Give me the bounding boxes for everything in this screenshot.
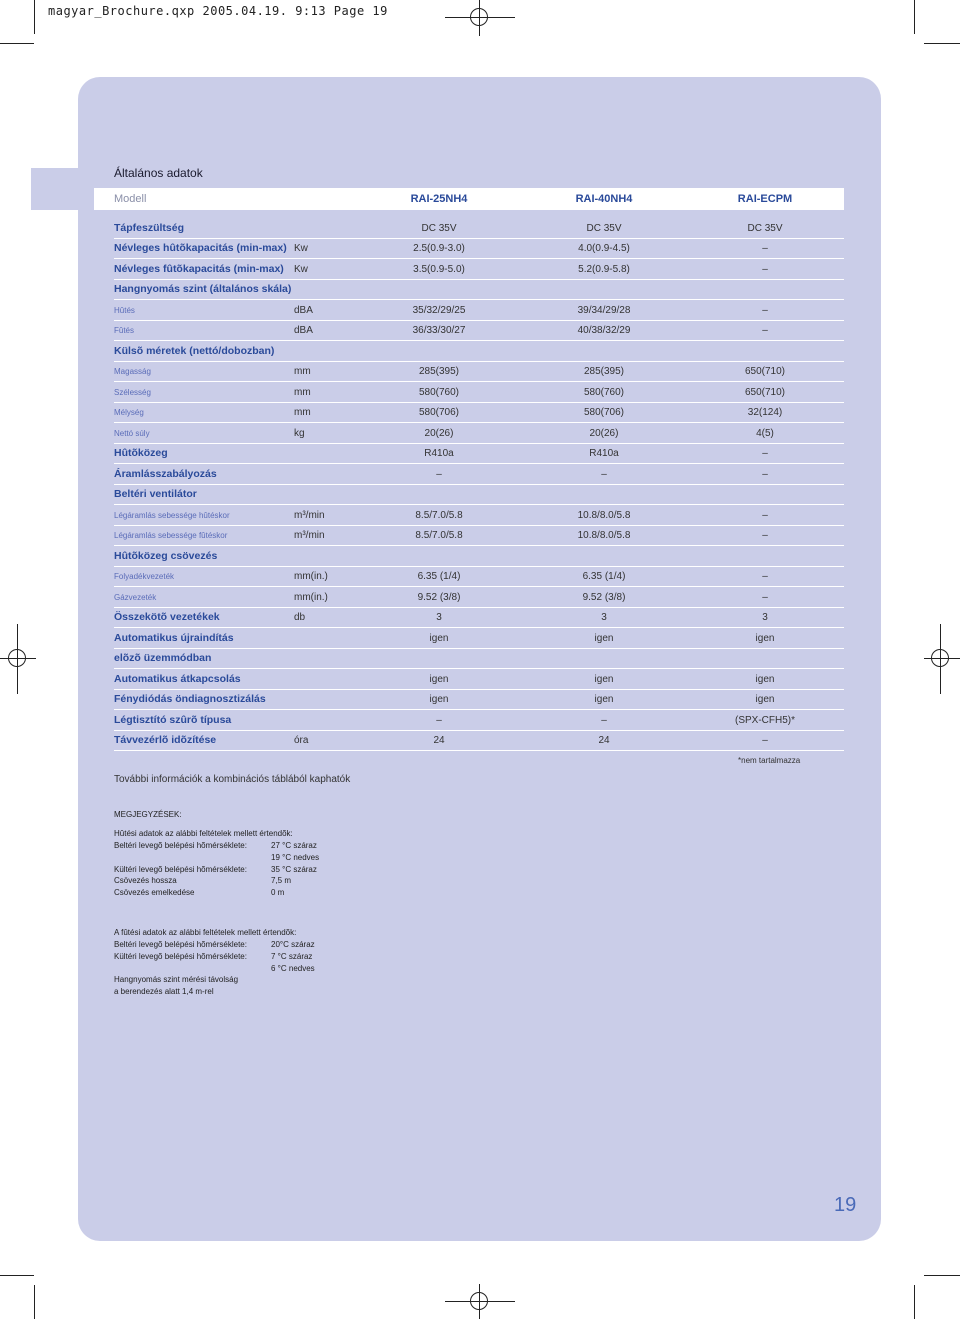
row-label: Névleges fûtõkapacitás (min-max) — [114, 262, 284, 275]
row-label: Távvezérlõ idõzítése — [114, 734, 217, 746]
row-label: Mélység — [114, 408, 144, 418]
table-row — [94, 526, 844, 546]
section-title: Általános adatok — [114, 166, 203, 180]
cell-value: 4.0(0.9-4.5) — [578, 243, 630, 255]
cell-value: – — [762, 448, 768, 460]
table-row — [94, 711, 844, 731]
cell-value: 3 — [762, 612, 768, 624]
table-row — [94, 670, 844, 690]
table-row — [94, 731, 844, 751]
model-label: Modell — [114, 193, 147, 205]
row-label: Magasság — [114, 367, 151, 377]
cell-value: 10.8/8.0/5.8 — [577, 530, 631, 542]
cell-value: DC 35V — [421, 223, 457, 234]
row-label: Hûtõközeg — [114, 447, 168, 460]
cell-value: 20(26) — [589, 427, 619, 439]
cell-value: – — [762, 468, 768, 480]
condition-label: Csövezés emelkedése — [114, 888, 195, 898]
table-row — [94, 301, 844, 321]
cell-value: 2.5(0.9-3.0) — [413, 243, 465, 255]
noise-distance-text: a berendezés alatt 1,4 m-rel — [114, 987, 214, 996]
row-label: Fénydiódás öndiagnosztizálás — [114, 693, 266, 706]
cell-value: igen — [594, 673, 614, 685]
table-row — [94, 465, 844, 485]
row-label: elõzõ üzemmódban — [114, 652, 212, 665]
condition-value: 6 °C nedves — [271, 963, 315, 973]
row-unit: mm — [294, 366, 311, 378]
condition-row — [114, 864, 317, 876]
cell-value: 580(760) — [583, 386, 625, 398]
table-row — [94, 506, 844, 526]
row-label: Gázvezeték — [114, 592, 157, 602]
cell-value: – — [762, 571, 768, 583]
table-row — [94, 424, 844, 444]
table-row — [94, 342, 844, 362]
table-row — [94, 383, 844, 403]
row-label: Automatikus átkapcsolás — [114, 672, 241, 685]
condition-label: Beltéri levegõ belépési hõmérséklete: — [114, 940, 247, 949]
cell-value: – — [436, 468, 442, 480]
cell-value: 8.5/7.0/5.8 — [415, 509, 463, 521]
cell-value: – — [762, 530, 768, 542]
row-label: Tápfeszültség — [114, 222, 185, 234]
table-row — [94, 362, 844, 382]
cooling-conditions-title: Hûtési adatok az alábbi feltételek mellett értendõk: — [114, 829, 293, 838]
cell-value: 3 — [436, 612, 442, 624]
table-row — [94, 547, 844, 567]
more-info-text: További információk a kombinációs táblából kaphatók — [114, 774, 351, 785]
row-unit: mm — [294, 407, 311, 419]
condition-value: 7 °C száraz — [271, 951, 313, 961]
cell-value: 6.35 (1/4) — [417, 571, 461, 583]
condition-value: 19 °C nedves — [271, 852, 320, 862]
row-label: Áramlásszabályozás — [114, 467, 217, 480]
cell-value: (SPX-CFH5)* — [734, 714, 796, 726]
cell-value: 32(124) — [747, 407, 783, 419]
table-row — [94, 403, 844, 423]
row-unit: db — [294, 612, 306, 624]
row-label: Légtisztító szûrõ típusa — [114, 713, 232, 726]
row-label: Szélesség — [114, 387, 151, 397]
model-rai-ecpm: RAI-ECPM — [737, 193, 793, 205]
row-label: Légáramlás sebessége hûtéskor — [114, 510, 230, 520]
cell-value: 580(706) — [418, 407, 460, 419]
row-label: Légáramlás sebessége fûtéskor — [114, 531, 228, 541]
cell-value: – — [762, 304, 768, 316]
row-label: Beltéri ventilátor — [114, 488, 197, 501]
condition-row — [114, 840, 317, 852]
condition-row — [114, 951, 313, 963]
row-unit: dBA — [294, 325, 313, 337]
row-unit: m³/min — [294, 530, 325, 542]
condition-value: 20°C száraz — [271, 940, 315, 949]
condition-value: 35 °C száraz — [271, 864, 317, 874]
cell-value: igen — [594, 694, 614, 706]
table-row — [94, 588, 844, 608]
row-label: Összekötõ vezetékek — [114, 611, 220, 624]
table-row — [94, 485, 844, 505]
table-row — [94, 260, 844, 280]
condition-row — [114, 887, 285, 899]
condition-label: Beltéri levegõ belépési hõmérséklete: — [114, 841, 247, 850]
cell-value: – — [762, 509, 768, 521]
row-label: Hangnyomás szint (általános skála) — [114, 283, 292, 296]
cell-value: igen — [429, 673, 449, 685]
noise-distance-title: Hangnyomás szint mérési távolság — [114, 975, 239, 984]
cell-value: 10.8/8.0/5.8 — [577, 509, 631, 521]
print-slug: magyar_Brochure.qxp 2005.04.19. 9:13 Page 19 — [48, 4, 388, 18]
row-unit: óra — [294, 735, 309, 746]
table-row — [94, 239, 844, 259]
condition-value: 27 °C száraz — [271, 841, 317, 850]
cell-value: – — [601, 468, 607, 480]
cell-value: 24 — [598, 735, 610, 746]
table-row — [94, 649, 844, 669]
row-unit: Kw — [294, 243, 308, 255]
row-unit: kg — [294, 427, 305, 439]
row-unit: m³/min — [294, 509, 325, 521]
cell-value: – — [762, 325, 768, 337]
heating-conditions-title: A fûtési adatok az alábbi feltételek mellett értendõk: — [114, 928, 297, 937]
table-header — [94, 188, 844, 209]
row-label: Külsõ méretek (nettó/dobozban) — [114, 344, 275, 357]
cell-value: 24 — [433, 735, 445, 746]
cell-value: 3.5(0.9-5.0) — [413, 263, 465, 275]
cell-value: 4(5) — [756, 427, 774, 439]
cell-value: igen — [755, 694, 775, 706]
row-unit: dBA — [294, 304, 313, 316]
cell-value: 9.52 (3/8) — [582, 591, 626, 603]
table-row — [94, 219, 844, 239]
row-unit: mm(in.) — [294, 591, 328, 603]
table-row — [94, 321, 844, 341]
model-rai-25nh4: RAI-25NH4 — [410, 193, 468, 205]
cell-value: 580(760) — [418, 386, 460, 398]
cell-value: R410a — [424, 448, 454, 460]
footnote: *nem tartalmazza — [738, 756, 801, 765]
cell-value: 9.52 (3/8) — [417, 591, 461, 603]
cell-value: igen — [429, 632, 449, 644]
cell-value: 20(26) — [424, 427, 454, 439]
row-unit: mm(in.) — [294, 571, 328, 583]
notes-heading: MEGJEGYZÉSEK: — [114, 810, 182, 819]
cell-value: igen — [429, 694, 449, 706]
cell-value: – — [436, 714, 442, 726]
cell-value: 40/38/32/29 — [577, 325, 631, 337]
cell-value: 580(706) — [583, 407, 625, 419]
cell-value: – — [762, 243, 768, 255]
cell-value: 285(395) — [583, 366, 625, 378]
condition-value: 7,5 m — [271, 876, 292, 886]
cell-value: 3 — [601, 612, 607, 624]
row-label: Folyadékvezeték — [114, 572, 175, 582]
row-label: Hûtés — [114, 305, 135, 315]
row-label: Hûtõközeg csövezés — [114, 549, 218, 562]
cell-value: DC 35V — [586, 223, 622, 234]
cell-value: – — [601, 714, 607, 726]
condition-row — [114, 939, 315, 951]
cell-value: – — [762, 591, 768, 603]
row-label: Névleges hûtõkapacitás (min-max) — [114, 242, 287, 255]
row-label: Automatikus újraindítás — [114, 631, 234, 644]
table-row — [94, 567, 844, 587]
cell-value: 35/32/29/25 — [412, 304, 466, 316]
cell-value: igen — [755, 673, 775, 685]
cell-value: 650(710) — [744, 366, 786, 378]
row-label: Fûtés — [114, 326, 135, 336]
row-label: Nettó súly — [114, 428, 150, 438]
condition-label: Kültéri levegõ belépési hõmérséklete: — [114, 864, 247, 874]
cell-value: 285(395) — [418, 366, 460, 378]
cell-value: 650(710) — [744, 386, 786, 398]
cell-value: 36/33/30/27 — [412, 325, 466, 337]
cell-value: 5.2(0.9-5.8) — [578, 263, 630, 275]
condition-value: 0 m — [271, 888, 285, 898]
condition-row — [114, 875, 292, 887]
row-unit: mm — [294, 386, 311, 398]
cell-value: 8.5/7.0/5.8 — [415, 530, 463, 542]
cell-value: 6.35 (1/4) — [582, 571, 626, 583]
row-unit: Kw — [294, 263, 308, 275]
model-rai-40nh4: RAI-40NH4 — [575, 193, 633, 205]
table-row — [94, 608, 844, 628]
table-row — [94, 629, 844, 649]
cell-value: DC 35V — [747, 223, 783, 234]
cell-value: R410a — [589, 448, 619, 460]
table-row — [94, 280, 844, 300]
condition-label: Csövezés hossza — [114, 876, 177, 886]
cell-value: igen — [594, 632, 614, 644]
cell-value: igen — [755, 632, 775, 644]
condition-label: Kültéri levegõ belépési hõmérséklete: — [114, 951, 247, 961]
table-row — [94, 444, 844, 464]
cell-value: – — [762, 735, 768, 746]
page-number: 19 — [834, 1194, 857, 1216]
cell-value: – — [762, 263, 768, 275]
table-row — [94, 690, 844, 710]
cell-value: 39/34/29/28 — [577, 304, 631, 316]
